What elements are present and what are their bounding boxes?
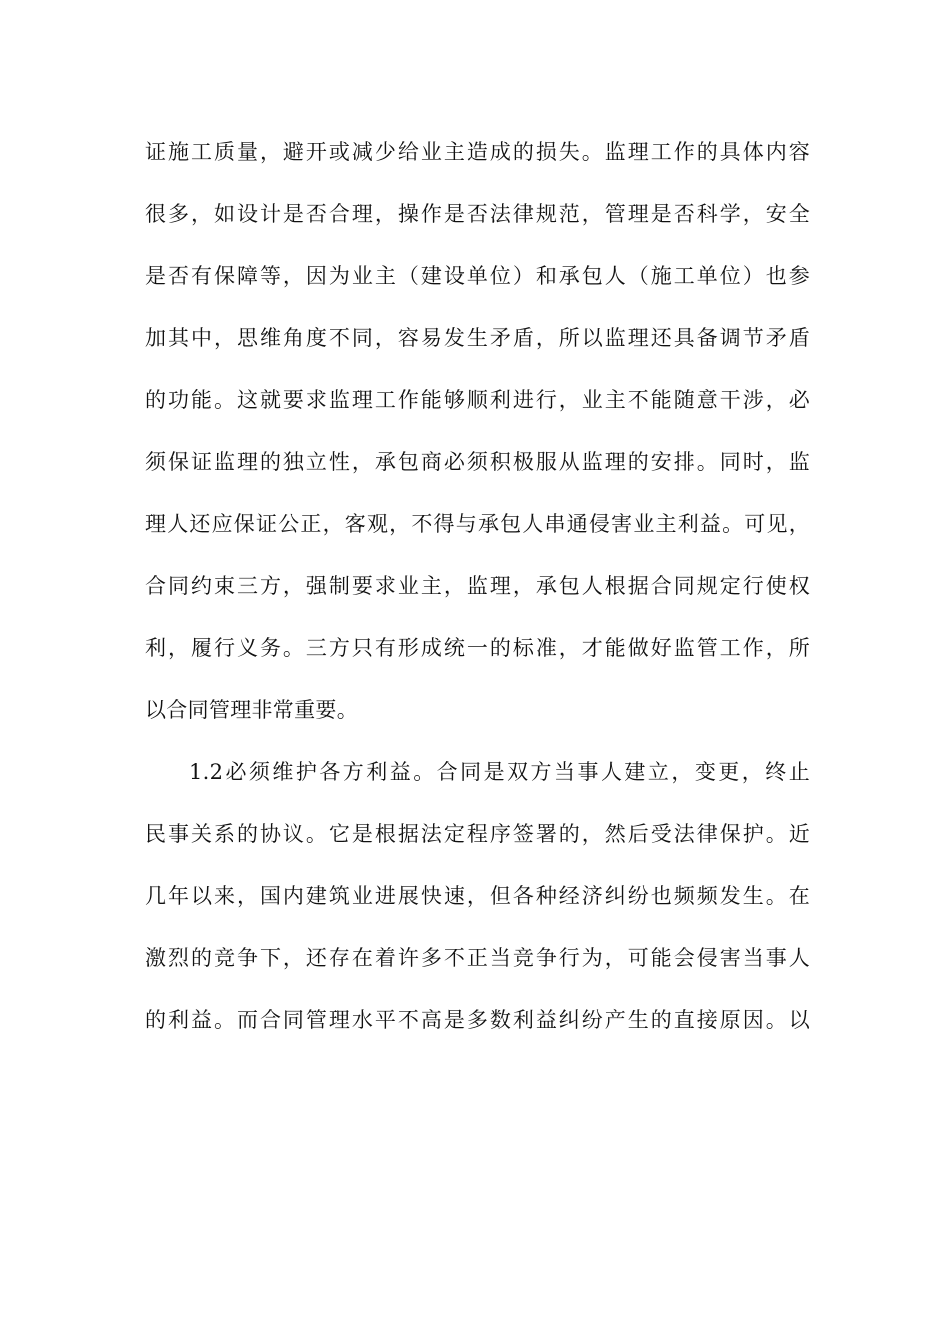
body-text xyxy=(145,128,810,1058)
text-line: 须保证监理的独立性，承包商必须积极服从监理的安排。同时，监 xyxy=(145,450,810,474)
paragraph-end-line: 以合同管理非常重要。 xyxy=(145,698,358,722)
text-line: 合同约束三方，强制要求业主，监理，承包人根据合同规定行使权 xyxy=(145,574,810,598)
text-line: 理人还应保证公正，客观，不得与承包人串通侵害业主利益。可见， xyxy=(145,512,810,536)
text-line: 是否有保障等，因为业主（建设单位）和承包人（施工单位）也参 xyxy=(145,264,810,288)
text-line: 证施工质量，避开或减少给业主造成的损失。监理工作的具体内容 xyxy=(145,140,810,164)
text-line: 利，履行义务。三方只有形成统一的标准，才能做好监管工作，所 xyxy=(145,636,810,660)
text-line: 激烈的竞争下，还存在着许多不正当竞争行为，可能会侵害当事人 xyxy=(145,946,810,970)
text-line: 民事关系的协议。它是根据法定程序签署的，然后受法律保护。近 xyxy=(145,822,810,846)
section-heading-line: 1.2必须维护各方利益。合同是双方当事人建立，变更，终止 xyxy=(189,760,810,784)
text-line: 的功能。这就要求监理工作能够顺利进行，业主不能随意干涉，必 xyxy=(145,388,810,412)
text-line: 几年以来，国内建筑业进展快速，但各种经济纠纷也频频发生。在 xyxy=(145,884,810,908)
text-line: 的利益。而合同管理水平不高是多数利益纠纷产生的直接原因。以 xyxy=(145,1008,810,1032)
text-line: 加其中，思维角度不同，容易发生矛盾，所以监理还具备调节矛盾 xyxy=(145,326,810,350)
text-line: 很多，如设计是否合理，操作是否法律规范，管理是否科学，安全 xyxy=(145,202,810,226)
